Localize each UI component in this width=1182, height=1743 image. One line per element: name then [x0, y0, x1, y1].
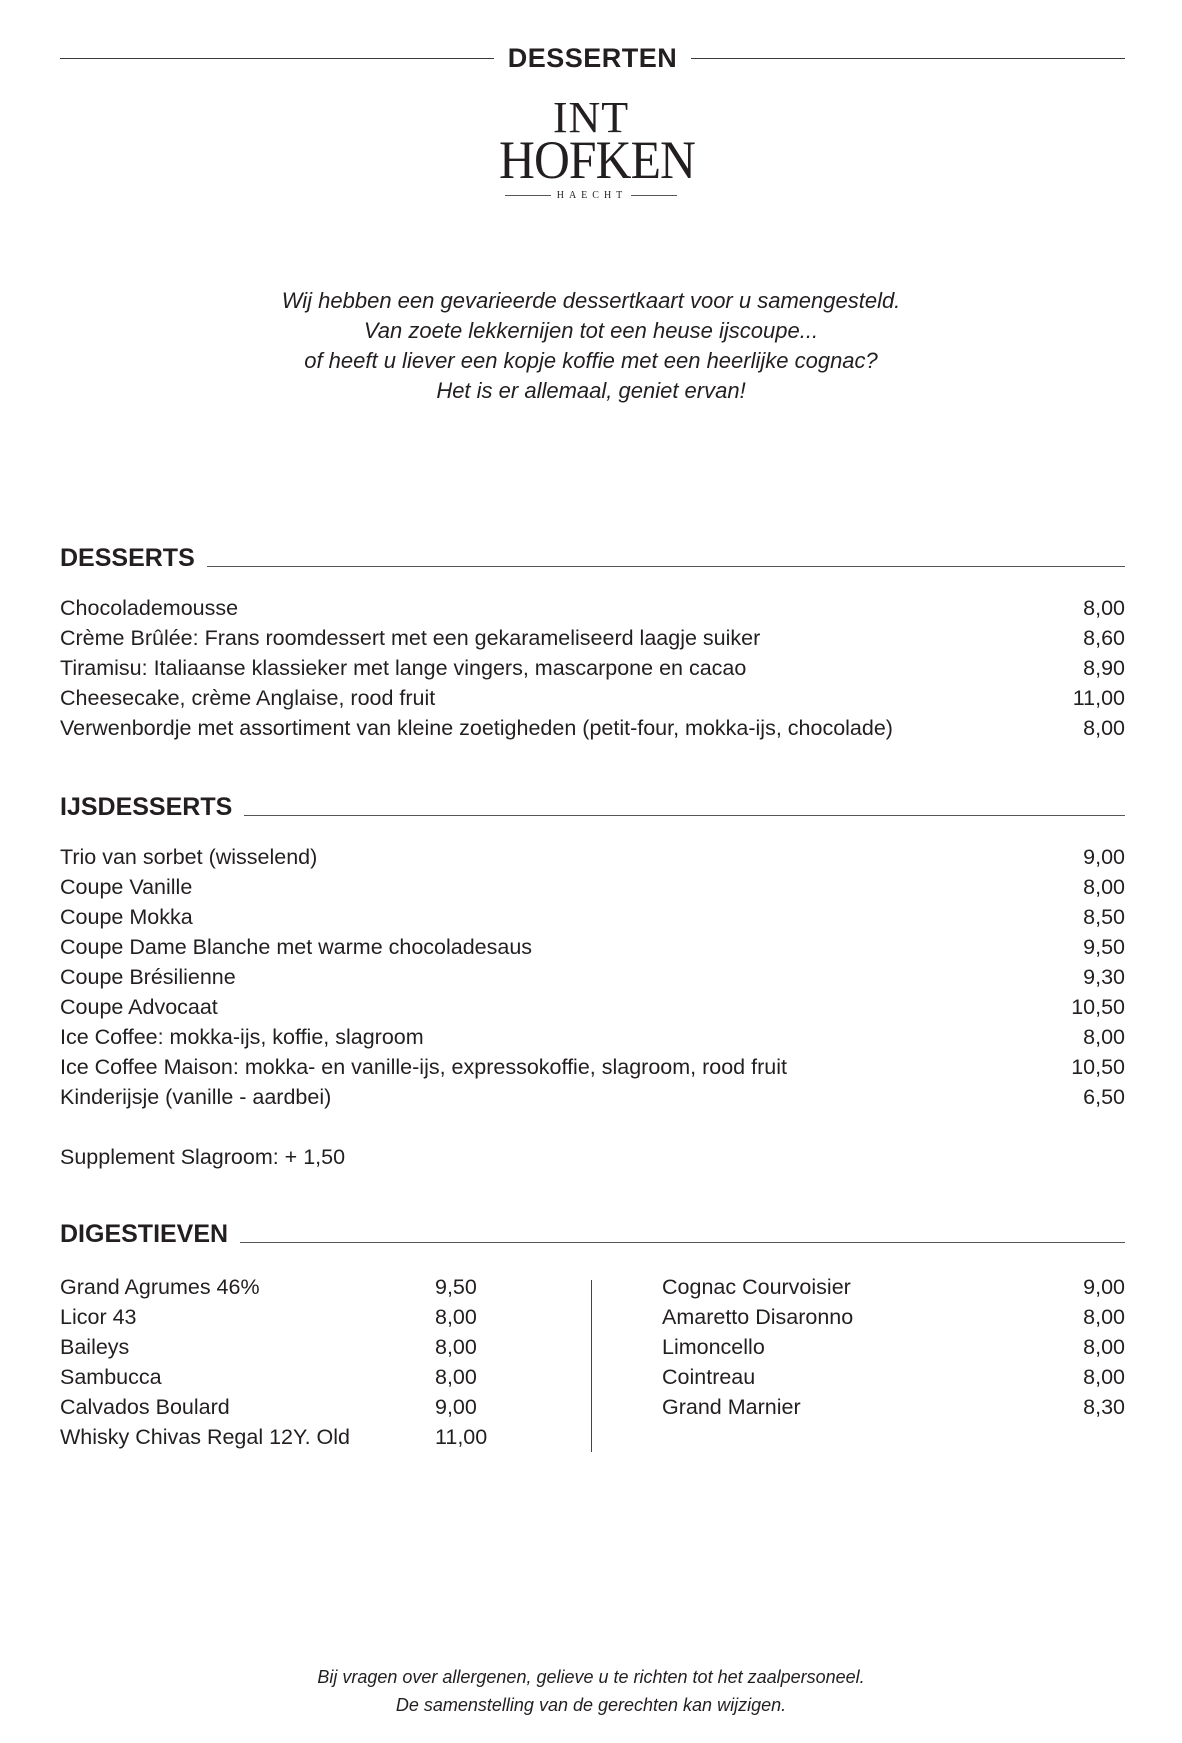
intro-line: of heeft u liever een kopje koffie met een heerlijke cognac?	[304, 348, 878, 373]
section-header-ijsdesserts	[60, 789, 1125, 821]
menu-item	[60, 1082, 1125, 1112]
menu-item	[60, 593, 1125, 623]
intro-line: Wij hebben een gevarieerde dessertkaart voor u samengesteld.	[281, 288, 901, 313]
item-price: 8,00	[1083, 595, 1125, 620]
menu-item	[60, 653, 1125, 683]
menu-item	[662, 1332, 1125, 1362]
section-rule	[207, 566, 1125, 567]
item-price: 11,00	[1072, 685, 1125, 710]
item-price: 9,00	[1083, 1274, 1125, 1299]
item-name: Cognac Courvoisier	[662, 1274, 851, 1299]
item-price: 8,00	[435, 1304, 477, 1329]
menu-item	[60, 932, 1125, 962]
footer-line: De samenstelling van de gerechten kan wijzigen.	[395, 1695, 787, 1715]
section-header-digestieven	[60, 1216, 1125, 1248]
supplement-note: Supplement Slagroom: + 1,50	[60, 1145, 346, 1169]
item-price: 8,60	[1083, 625, 1125, 650]
menu-item	[60, 1392, 477, 1422]
item-price: 8,00	[435, 1334, 477, 1359]
menu-item	[60, 1422, 487, 1452]
section-rule	[240, 1242, 1125, 1243]
item-price: 8,00	[1083, 715, 1125, 740]
item-price: 9,50	[435, 1274, 477, 1299]
item-price: 9,30	[1083, 964, 1125, 989]
header-rule-right	[691, 58, 1125, 59]
section-title: DIGESTIEVEN	[60, 1220, 229, 1248]
section-header-desserts	[60, 540, 1125, 572]
item-name: Chocolademousse	[60, 595, 239, 620]
item-name: Crème Brûlée: Frans roomdessert met een gekarameliseerd laagje suiker	[60, 625, 761, 650]
page-title: DESSERTEN	[507, 42, 678, 73]
item-price: 10,50	[1071, 994, 1125, 1019]
menu-item	[662, 1362, 1125, 1392]
restaurant-logo	[491, 93, 695, 202]
menu-item	[60, 1052, 1125, 1082]
item-price: 8,50	[1083, 904, 1125, 929]
item-price: 8,00	[1083, 874, 1125, 899]
section-rule	[244, 815, 1125, 816]
logo-line-hofken: HOFKEN	[499, 130, 695, 190]
item-name: Limoncello	[662, 1334, 765, 1359]
menu-item	[60, 872, 1125, 902]
logo-line-int: INT	[552, 93, 630, 142]
intro-line: Het is er allemaal, geniet ervan!	[436, 378, 746, 403]
menu-item	[60, 842, 1125, 872]
item-name: Kinderijsje (vanille - aardbei)	[60, 1084, 332, 1109]
item-name: Coupe Mokka	[60, 904, 193, 929]
item-name: Coupe Dame Blanche met warme chocoladesaus	[60, 934, 533, 959]
item-name: Licor 43	[60, 1304, 137, 1329]
item-name: Amaretto Disaronno	[662, 1304, 854, 1329]
item-price: 6,50	[1083, 1084, 1125, 1109]
item-price: 8,00	[1083, 1364, 1125, 1389]
menu-item	[60, 992, 1125, 1022]
item-name: Ice Coffee: mokka-ijs, koffie, slagroom	[60, 1024, 424, 1049]
menu-item	[60, 1022, 1125, 1052]
menu-item	[60, 1272, 477, 1302]
logo-location: HAECHT	[556, 189, 628, 201]
footer-note	[160, 1663, 1022, 1719]
menu-item	[60, 962, 1125, 992]
item-name: Calvados Boulard	[60, 1394, 230, 1419]
menu-item	[60, 902, 1125, 932]
item-price: 8,90	[1083, 655, 1125, 680]
logo-line-haecht	[491, 188, 691, 202]
item-name: Grand Marnier	[662, 1394, 801, 1419]
item-name: Grand Agrumes 46%	[60, 1274, 260, 1299]
item-price: 8,30	[1083, 1394, 1125, 1419]
item-price: 9,00	[1083, 844, 1125, 869]
item-price: 8,00	[1083, 1304, 1125, 1329]
menu-item	[60, 713, 1125, 743]
item-price: 8,00	[1083, 1334, 1125, 1359]
item-name: Cointreau	[662, 1364, 756, 1389]
section-title: DESSERTS	[60, 544, 195, 572]
item-price: 10,50	[1071, 1054, 1125, 1079]
item-name: Trio van sorbet (wisselend)	[60, 844, 318, 869]
section-title: IJSDESSERTS	[60, 793, 233, 821]
intro-text	[160, 286, 1022, 406]
item-name: Verwenbordje met assortiment van kleine zoetigheden (petit-four, mokka-ijs, chocolade)	[60, 715, 893, 740]
page-header	[60, 42, 1125, 74]
item-name: Cheesecake, crème Anglaise, rood fruit	[60, 685, 436, 710]
item-name: Baileys	[60, 1334, 130, 1359]
item-name: Tiramisu: Italiaanse klassieker met lange vingers, mascarpone en cacao	[60, 655, 747, 680]
item-name: Sambucca	[60, 1364, 162, 1389]
item-name: Coupe Brésilienne	[60, 964, 236, 989]
item-price: 9,50	[1083, 934, 1125, 959]
item-name: Ice Coffee Maison: mokka- en vanille-ijs, expressokoffie, slagroom, rood fruit	[60, 1054, 787, 1079]
item-price: 8,00	[435, 1364, 477, 1389]
intro-line: Van zoete lekkernijen tot een heuse ijscoupe...	[363, 318, 819, 343]
menu-item	[60, 1332, 477, 1362]
menu-item	[662, 1272, 1125, 1302]
logo-rule-left	[505, 195, 551, 196]
item-price: 9,00	[435, 1394, 477, 1419]
menu-item	[60, 623, 1125, 653]
menu-item	[662, 1392, 1125, 1422]
footer-line: Bij vragen over allergenen, gelieve u te richten tot het zaalpersoneel.	[317, 1667, 865, 1687]
menu-item	[60, 1302, 477, 1332]
menu-item	[60, 683, 1125, 713]
item-name: Coupe Advocaat	[60, 994, 218, 1019]
menu-item	[60, 1362, 477, 1392]
item-price: 8,00	[1083, 1024, 1125, 1049]
header-rule-left	[60, 58, 494, 59]
item-name: Coupe Vanille	[60, 874, 193, 899]
item-price: 11,00	[435, 1424, 488, 1449]
logo-rule-right	[631, 195, 677, 196]
item-name: Whisky Chivas Regal 12Y. Old	[60, 1424, 350, 1449]
menu-item	[662, 1302, 1125, 1332]
column-divider	[591, 1280, 592, 1452]
